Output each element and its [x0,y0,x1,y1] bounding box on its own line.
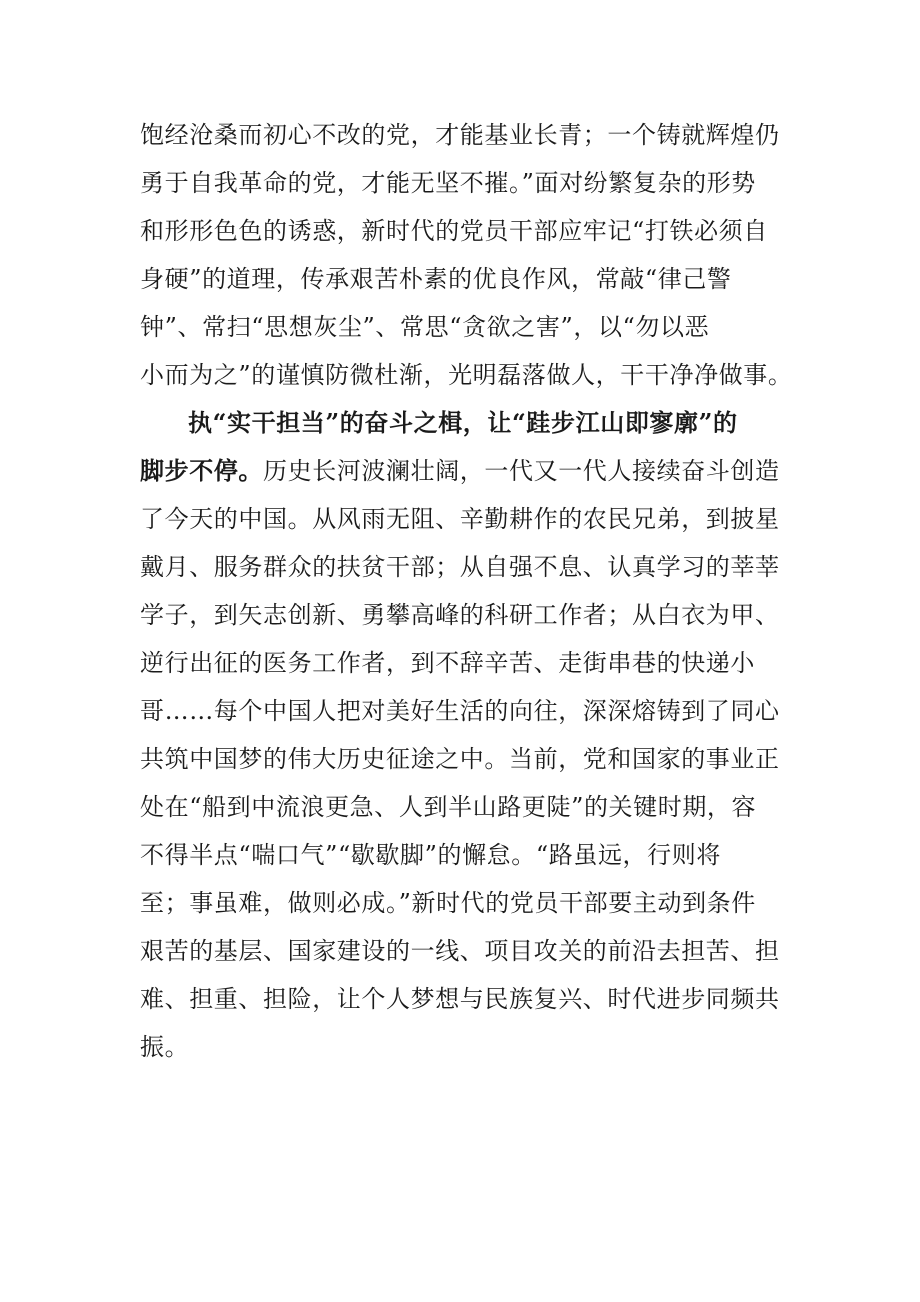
text-line: 了今天的中国。从风雨无阻、辛勤耕作的农民兄弟，到披星 [140,505,780,533]
text-line: 处在“船到中流浪更急、人到半山路更陡”的关键时期，容 [140,793,757,821]
text-line: 戴月、服务群众的扶贫干部；从自强不息、认真学习的莘莘 [140,553,780,581]
text-line: 共筑中国梦的伟大历史征途之中。当前，党和国家的事业正 [140,745,780,773]
section-heading: 执“实干担当”的奋斗之楫，让“跬步江山即寥廓”的 [188,408,738,437]
text-line: 和形形色色的诱惑，新时代的党员干部应牢记“打铁必须自 [140,217,768,245]
text-line: 难、担重、担险，让个人梦想与民族复兴、时代进步同频共 [140,985,780,1013]
text-line: 身硬”的道理，传承艰苦朴素的优良作风，常敲“律己警 [140,265,732,293]
text-line: 振。 [140,1033,190,1061]
text-line: 饱经沧桑而初心不改的党，才能基业长青；一个铸就辉煌仍 [140,121,780,149]
text-line: 学子，到矢志创新、勇攀高峰的科研工作者；从白衣为甲、 [140,601,780,629]
text-line: 至；事虽难，做则必成。”新时代的党员干部要主动到条件 [140,889,756,917]
text-line: 钟”、常扫“思想灰尘”、常思“贪欲之害”，以“勿以恶 [140,313,710,341]
section-heading-tail: 脚步不停。 [140,456,263,485]
text-line: 哥……每个中国人把对美好生活的向往，深深熔铸到了同心 [140,697,780,725]
text-line: 逆行出征的医务工作者，到不辞辛苦、走街串巷的快递小 [140,649,755,677]
text-line: 历史长河波澜壮阔，一代又一代人接续奋斗创造 [263,457,780,485]
text-line: 勇于自我革命的党，才能无坚不摧。”面对纷繁复杂的形势 [140,169,756,197]
text-line: 小而为之”的谨慎防微杜渐，光明磊落做人，干干净净做事。 [140,361,793,389]
text-line: 艰苦的基层、国家建设的一线、项目攻关的前沿去担苦、担 [140,937,780,965]
text-line: 不得半点“喘口气”“歇歇脚”的懈怠。“路虽远，行则将 [140,841,721,869]
text-line-with-bold-lead [140,456,780,486]
